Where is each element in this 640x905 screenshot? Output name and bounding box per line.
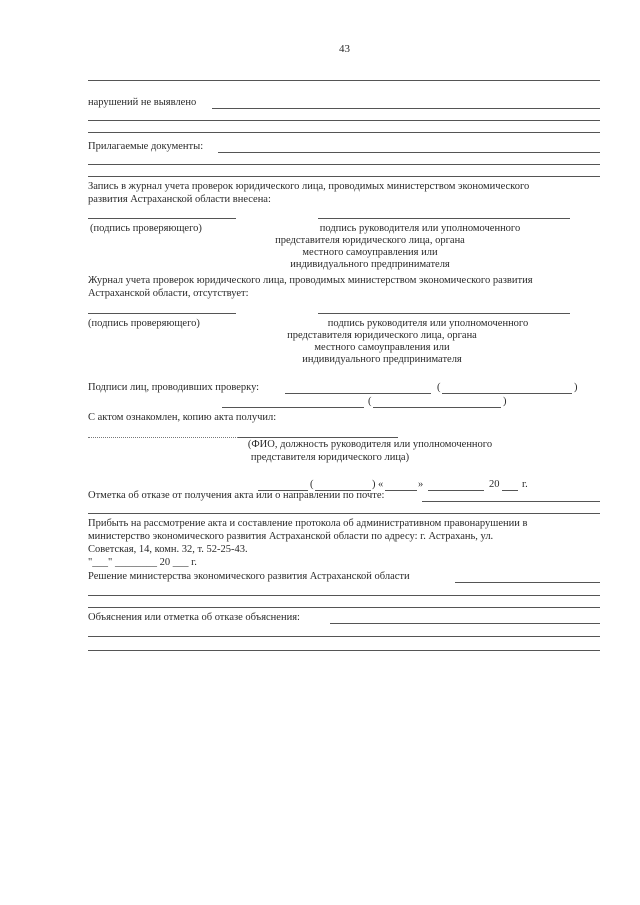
- refusal-line: [422, 501, 600, 502]
- blank-line: [88, 132, 600, 133]
- representative-signature-line: [318, 313, 570, 314]
- summons-line1: Прибыть на рассмотрение акта и составление протокола об административном правонарушении в: [88, 518, 528, 529]
- rep-caption-3: местного самоуправления или: [314, 342, 450, 353]
- inspector-signature-caption: (подпись проверяющего): [90, 223, 202, 234]
- blank-line: [88, 650, 600, 651]
- blank-line: [88, 513, 600, 514]
- year-line: [502, 490, 518, 491]
- summons-date-line: "___" ________ 20 ___ г.: [88, 557, 197, 568]
- ministry-decision-line: [455, 582, 600, 583]
- attached-docs-line: [218, 152, 600, 153]
- fio-caption-2: представителя юридического лица): [250, 452, 410, 463]
- date-open-quote: «: [378, 479, 384, 490]
- year-prefix: 20: [489, 479, 500, 490]
- rep-caption-1: подпись руководителя или уполномоченного: [327, 318, 529, 329]
- rep-caption-3: местного самоуправления или: [302, 247, 438, 258]
- rep-caption-1: подпись руководителя или уполномоченного: [319, 223, 521, 234]
- attached-docs-label: Прилагаемые документы:: [88, 141, 204, 152]
- refusal-label: Отметка об отказе от получения акта или о направлении по почте:: [88, 490, 385, 501]
- blank-line: [88, 120, 600, 121]
- rep-caption-2: представителя юридического лица, органа: [287, 330, 477, 341]
- acquainted-dotted-line: [88, 437, 238, 438]
- inspector-name-line: [373, 407, 501, 408]
- rep-caption-4: индивидуального предпринимателя: [290, 259, 450, 270]
- violations-label: нарушений не выявлено: [88, 97, 197, 108]
- inspector-name-line: [442, 393, 572, 394]
- month-line: [428, 490, 484, 491]
- journal-absent-line2: Астраханской области, отсутствует:: [88, 288, 249, 299]
- explanations-label: Объяснения или отметка об отказе объяснения:: [88, 612, 300, 623]
- year-suffix: г.: [522, 479, 528, 490]
- rep-caption-2: представителя юридического лица, органа: [275, 235, 465, 246]
- blank-line: [88, 636, 600, 637]
- inspector-signature-line: [88, 218, 236, 219]
- blank-line: [88, 164, 600, 165]
- rep-caption-4: индивидуального предпринимателя: [302, 354, 462, 365]
- blank-line: [88, 595, 600, 596]
- paren-close: ): [503, 396, 507, 407]
- summons-line2: министерство экономического развития Астраханской области по адресу: г. Астрахань, ул.: [88, 531, 494, 542]
- journal-record-line1: Запись в журнал учета проверок юридического лица, проводимых министерством экономического: [88, 181, 530, 192]
- fio-caption-1: (ФИО, должность руководителя или уполномоченного: [247, 439, 493, 450]
- violations-line: [212, 108, 600, 109]
- paren-close: ): [574, 382, 578, 393]
- representative-signature-line: [318, 218, 570, 219]
- page-number: 43: [339, 43, 350, 55]
- inspector-signature-line: [285, 393, 431, 394]
- journal-absent-line1: Журнал учета проверок юридического лица, проводимых министерством экономического развития: [88, 275, 533, 286]
- inspectors-signatures-label: Подписи лиц, проводивших проверку:: [88, 382, 260, 393]
- acquainted-line: [238, 437, 398, 438]
- explanations-line: [330, 623, 600, 624]
- paren-open: (: [437, 382, 441, 393]
- paren-close: ): [372, 479, 376, 490]
- journal-record-line2: развития Астраханской области внесена:: [88, 194, 271, 205]
- blank-line: [88, 607, 600, 608]
- inspector-signature-caption: (подпись проверяющего): [88, 318, 200, 329]
- acquainted-label: С актом ознакомлен, копию акта получил:: [88, 412, 277, 423]
- summons-line3: Советская, 14, комн. 32, т. 52-25-43.: [88, 544, 248, 555]
- blank-line: [88, 80, 600, 81]
- date-close-quote: »: [418, 479, 424, 490]
- paren-open: (: [368, 396, 372, 407]
- inspector-signature-line: [88, 313, 236, 314]
- inspector-signature-line: [222, 407, 364, 408]
- paren-open: (: [310, 479, 314, 490]
- blank-line: [88, 176, 600, 177]
- day-line: [385, 490, 417, 491]
- ministry-decision-label: Решение министерства экономического развития Астраханской области: [88, 571, 410, 582]
